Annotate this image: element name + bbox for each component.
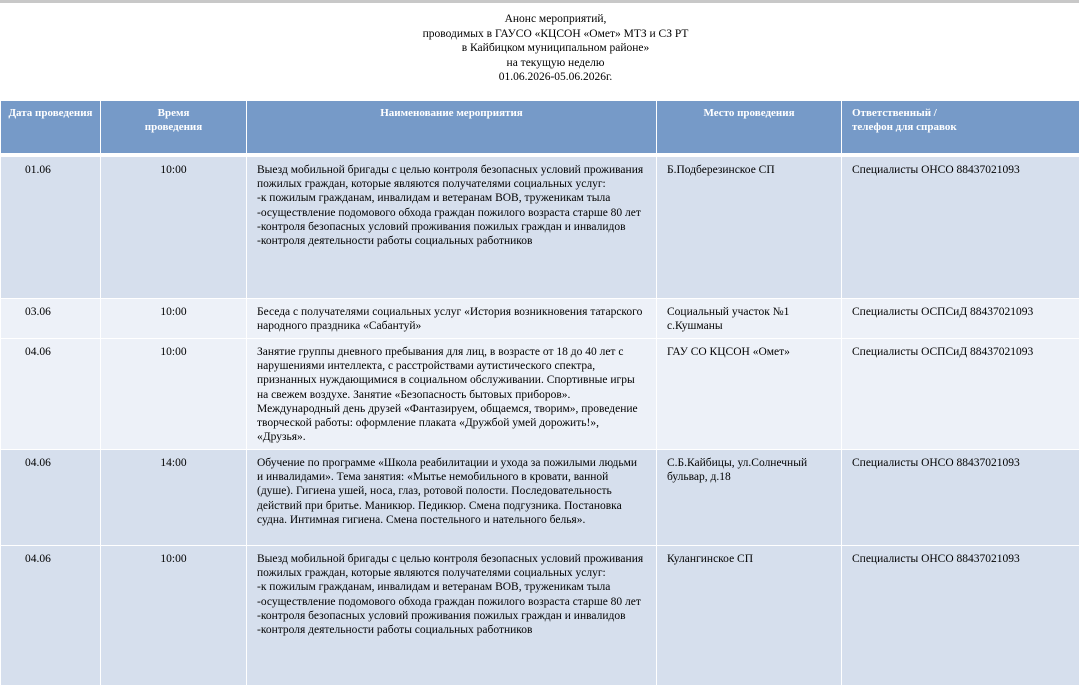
cell-responsible: Специалисты ОСПСиД 88437021093 xyxy=(842,299,1079,339)
cell-responsible: Специалисты ОНСО 88437021093 xyxy=(842,546,1079,686)
header-line-district: в Кайбицком муниципальном районе» xyxy=(32,41,1079,56)
cell-place: Б.Подберезинское СП xyxy=(657,157,842,299)
column-header-time: Время проведения xyxy=(101,101,247,154)
cell-time: 10:00 xyxy=(101,546,247,686)
header-line-dates: 01.06.2026-05.06.2026г. xyxy=(32,70,1079,85)
cell-time: 10:00 xyxy=(101,299,247,339)
table-row xyxy=(1,546,1079,686)
announcement-header xyxy=(0,12,1079,85)
cell-place: Социальный участок №1 с.Кушманы xyxy=(657,299,842,339)
column-header-date: Дата проведения xyxy=(1,101,101,154)
cell-date: 04.06 xyxy=(1,546,101,686)
table-header-row xyxy=(1,101,1079,154)
column-header-place: Место проведения xyxy=(657,101,842,154)
events-table xyxy=(0,100,1079,686)
cell-time: 14:00 xyxy=(101,450,247,546)
cell-date: 03.06 xyxy=(1,299,101,339)
header-line-week: на текущую неделю xyxy=(32,56,1079,71)
cell-date: 04.06 xyxy=(1,450,101,546)
cell-time: 10:00 xyxy=(101,339,247,450)
cell-event-name: Выезд мобильной бригады с целью контроля безопасных условий проживания пожилых граждан, которые являются получателями социальных услуг: -к пожилым гражданам, инвалидам и ветеранам ВОВ, труженикам тыла -осуществление подомового обхода граждан пожилого возраста старше 80 лет -контроля безопасных условий проживания пожилых граждан и инвалидов -контроля деятельности работы социальных работников xyxy=(247,546,657,686)
cell-place: С.Б.Кайбицы, ул.Солнечный бульвар, д.18 xyxy=(657,450,842,546)
cell-responsible: Специалисты ОСПСиД 88437021093 xyxy=(842,339,1079,450)
table-row xyxy=(1,299,1079,339)
header-line-title: Анонс мероприятий, xyxy=(32,12,1079,27)
column-header-name: Наименование мероприятия xyxy=(247,101,657,154)
cell-place: Кулангинское СП xyxy=(657,546,842,686)
cell-responsible: Специалисты ОНСО 88437021093 xyxy=(842,450,1079,546)
column-header-responsible: Ответственный /телефон для справок xyxy=(842,101,1079,154)
cell-date: 01.06 xyxy=(1,157,101,299)
top-border xyxy=(0,0,1079,3)
cell-time: 10:00 xyxy=(101,157,247,299)
cell-date: 04.06 xyxy=(1,339,101,450)
table-row xyxy=(1,339,1079,450)
cell-event-name: Выезд мобильной бригады с целью контроля безопасных условий проживания пожилых граждан, которые являются получателями социальных услуг: -к пожилым гражданам, инвалидам и ветеранам ВОВ, труженикам тыла -осуществление подомового обхода граждан пожилого возраста старше 80 лет -контроля безопасных условий проживания пожилых граждан и инвалидов -контроля деятельности работы социальных работников xyxy=(247,157,657,299)
header-line-organization: проводимых в ГАУСО «КЦСОН «Омет» МТЗ и СЗ РТ xyxy=(32,27,1079,42)
cell-event-name: Занятие группы дневного пребывания для лиц, в возрасте от 18 до 40 лет с нарушениями интеллекта, с расстройствами аутистического спектра, признанных нуждающимися в социальном обслуживании. Спортивные игры на свежем воздухе. Занятие «Безопасность бытовых приборов». Международный день друзей «Фантазируем, общаемся, творим», проведение творческой работы: оформление плаката «Дружбой умей дорожить!», «Друзья». xyxy=(247,339,657,450)
cell-responsible: Специалисты ОНСО 88437021093 xyxy=(842,157,1079,299)
table-row xyxy=(1,450,1079,546)
cell-place: ГАУ СО КЦСОН «Омет» xyxy=(657,339,842,450)
cell-event-name: Обучение по программе «Школа реабилитации и ухода за пожилыми людьми и инвалидами». Тема занятия: «Мытье немобильного в кровати, ванной (душе). Гигиена ушей, носа, глаз, ротовой полости. Последовательность действий при бритье. Маникюр. Педикюр. Смена подгузника. Постановка судна. Интимная гигиена. Смена постельного и нательного белья». xyxy=(247,450,657,546)
table-row xyxy=(1,157,1079,299)
cell-event-name: Беседа с получателями социальных услуг «История возникновения татарского народного праздника «Сабантуй» xyxy=(247,299,657,339)
